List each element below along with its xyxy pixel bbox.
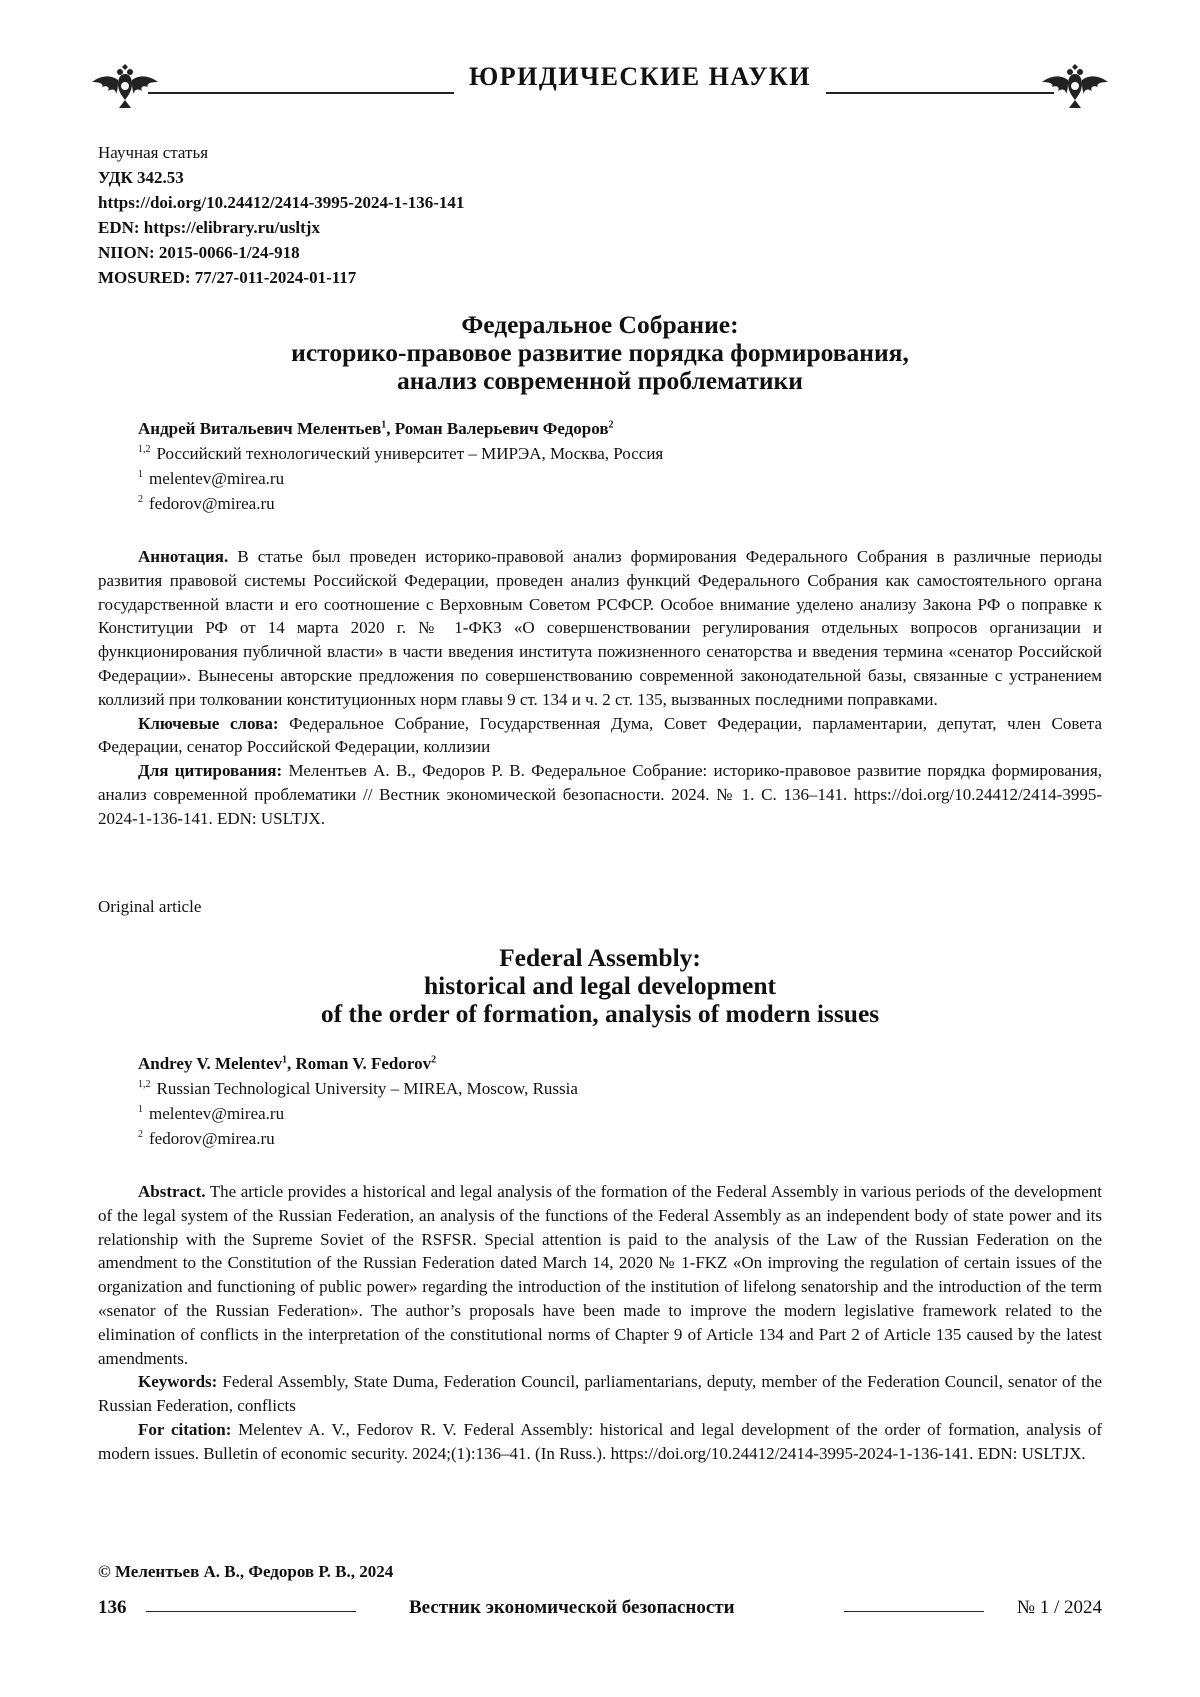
page-number: 136 <box>98 1597 127 1618</box>
footer-rule-right <box>844 1611 984 1612</box>
issue-number: № 1 / 2024 <box>1016 1597 1102 1618</box>
affiliation-text: Russian Technological University – MIREA, Moscow, Russia <box>156 1079 578 1098</box>
en-author-names: Andrey V. Melentev$^1$, Roman V. Fedorov$^2$ <box>138 1054 437 1073</box>
keywords-text: Федеральное Собрание, Государственная Дума, Совет Федерации, парламентарии, депутат, член Совета Федерации, сенатор Российской Федерации, коллизии <box>98 713 1102 757</box>
ru-email-2 <box>138 491 663 516</box>
keywords-text: Federal Assembly, State Duma, Federation Council, parliamentarians, deputy, member of the Federation Council, senator of the Russian Federation, conflicts <box>98 1372 1103 1416</box>
footnote-marker: 1 <box>282 1054 288 1066</box>
doi-link[interactable]: https://doi.org/10.24412/2414-3995-2024-1-136-141 <box>98 193 465 212</box>
email-link[interactable]: fedorov@mirea.ru <box>149 494 275 513</box>
journal-name: Вестник экономической безопасности <box>409 1597 735 1618</box>
eagle-emblem-icon <box>1040 60 1110 110</box>
en-article-title <box>98 944 1102 1028</box>
author-name: Андрей Витальевич Мелентьев <box>138 419 382 438</box>
ru-abstract-block <box>98 545 1102 831</box>
citation-text: Мелентьев А. В., Федоров Р. В. Федеральное Собрание: историко-правовое развитие порядка формирования, анализ современной проблематики // Вестник экономической безопасности. 2024. № 1. С. 136–141. https://doi.org/10.24412/2414-3995-2024-1-136-141. EDN: USLTJX. <box>98 761 1103 828</box>
abstract-text: В статье был проведен историко-правовой анализ формирования Федерального Собрания в различные периоды развития правовой системы Российской Федерации, проведен анализ функций Федерального Собрания как самостоятельного органа государственной власти и его соотношение с Верховным Советом РСФСР. Особое внимание уделено анализу Закона РФ о поправке к Конституции РФ от 14 марта 2020 г. № 1-ФКЗ «О совершенствовании регулирования отдельных вопросов организации и функционирования публичной власти» в части введения института пожизненного сенаторства и введения термина «сенатор Российской Федерации». Вынесены авторские предложения по совершенствованию современной законодательной базы, связанные с устранением коллизий при толковании конституционных норм главы 9 ст. 134 и ч. 2 ст. 135, вызванных последними поправками. <box>98 547 1103 709</box>
header-rule-left <box>148 92 454 94</box>
footnote-marker: 1 <box>138 469 143 481</box>
udk: УДК 342.53 <box>98 168 184 187</box>
ru-abstract <box>98 545 1102 712</box>
abstract-label: Аннотация. <box>138 547 229 566</box>
header-rule-right <box>826 92 1054 94</box>
en-authors <box>138 1051 578 1151</box>
en-abstract <box>98 1180 1102 1370</box>
ru-email-1 <box>138 466 663 491</box>
niion: NIION: 2015-0066-1/24-918 <box>98 243 300 262</box>
mosured: MOSURED: 77/27-011-2024-01-117 <box>98 268 357 287</box>
en-article-type: Original article <box>98 897 202 916</box>
keywords-label: Keywords: <box>138 1372 218 1392</box>
email-link[interactable]: melentev@mirea.ru <box>149 469 285 488</box>
article-meta <box>98 140 464 290</box>
footnote-marker: 1 <box>381 419 387 431</box>
footnote-marker: 2 <box>138 494 143 506</box>
eagle-emblem-icon <box>90 60 160 110</box>
ru-keywords <box>98 712 1102 760</box>
citation-text: Melentev A. V., Fedorov R. V. Federal Assembly: historical and legal development of the order of formation, analysis of modern issues. Bulletin of economic security. 2024;(1):136–41. (In Russ.). https://doi.org/10.24412/2414-3995-2024-1-136-141. EDN: USLTJX. <box>98 1419 1102 1463</box>
footnote-marker: 2 <box>138 1129 143 1141</box>
footnote-marker: 1,2 <box>138 1079 151 1091</box>
footnote-marker: 1 <box>138 1104 143 1116</box>
email-link[interactable]: fedorov@mirea.ru <box>149 1129 275 1148</box>
footnote-marker: 2 <box>431 1054 437 1066</box>
en-keywords <box>98 1370 1102 1418</box>
keywords-label: Ключевые слова: <box>138 713 279 733</box>
ru-article-title <box>98 311 1102 395</box>
en-abstract-block <box>98 1180 1102 1466</box>
page-header <box>90 62 1110 108</box>
article-type: Научная статья <box>98 143 209 162</box>
ru-author-names: Андрей Витальевич Мелентьев$^1$, Роман Валерьевич Федоров$^2$ <box>138 419 614 438</box>
abstract-text: The article provides a historical and legal analysis of the formation of the Federal Assembly in various periods of the development of the legal system of the Russian Federation, an analysis of the functions of the Federal Assembly as an independent body of state power and its relationship with the Supreme Soviet of the RSFSR. Special attention is paid to the analysis of the Law of the Russian Federation on the amendment to the Constitution of the Russian Federation dated March 14, 2020 № 1-FKZ «On improving the regulation of certain issues of the organization and functioning of public power» regarding the introduction of the institution of lifelong senatorship and the introduction of the term «senator of the Russian Federation». The author’s proposals have been made to improve the modern legislative framework related to the elimination of conflicts in the interpretation of the constitutional norms of Chapter 9 of Article 134 and Part 2 of Article 135 caused by the latest amendments. <box>98 1182 1102 1368</box>
copyright: © Мелентьев А. В., Федоров Р. В., 2024 <box>98 1562 394 1581</box>
en-affiliation <box>138 1076 578 1101</box>
footnote-marker: 1,2 <box>138 444 151 456</box>
author-name: Роман Валерьевич Федоров <box>394 419 609 438</box>
author-name: Andrey V. Melentev <box>138 1054 283 1073</box>
en-title-line: of the order of formation, analysis of modern issues <box>320 999 880 1028</box>
ru-affiliation <box>138 441 663 466</box>
ru-title-line: историко-правовое развитие порядка формирования, <box>291 338 909 367</box>
ru-title-line: анализ современной проблематики <box>397 366 803 395</box>
en-title-line: historical and legal development <box>423 971 777 1000</box>
author-name: Roman V. Fedorov <box>295 1054 432 1073</box>
edn[interactable]: EDN: https://elibrary.ru/usltjx <box>98 218 320 237</box>
citation-label: Для цитирования: <box>138 761 283 781</box>
footer-rule-left <box>146 1611 356 1612</box>
citation-label: For citation: <box>138 1419 232 1439</box>
en-citation <box>98 1418 1102 1466</box>
page-footer <box>98 1597 1102 1625</box>
abstract-label: Abstract. <box>138 1182 206 1201</box>
ru-title-line: Федеральное Собрание: <box>461 310 739 339</box>
ru-authors <box>138 416 663 516</box>
footnote-marker: 2 <box>608 419 614 431</box>
en-email-2 <box>138 1126 578 1151</box>
ru-citation <box>98 759 1102 830</box>
email-link[interactable]: melentev@mirea.ru <box>149 1104 285 1123</box>
en-email-1 <box>138 1101 578 1126</box>
affiliation-text: Российский технологический университет – МИРЭА, Москва, Россия <box>156 444 664 463</box>
en-title-line: Federal Assembly: <box>499 943 701 972</box>
section-title: ЮРИДИЧЕСКИЕ НАУКИ <box>469 62 811 91</box>
